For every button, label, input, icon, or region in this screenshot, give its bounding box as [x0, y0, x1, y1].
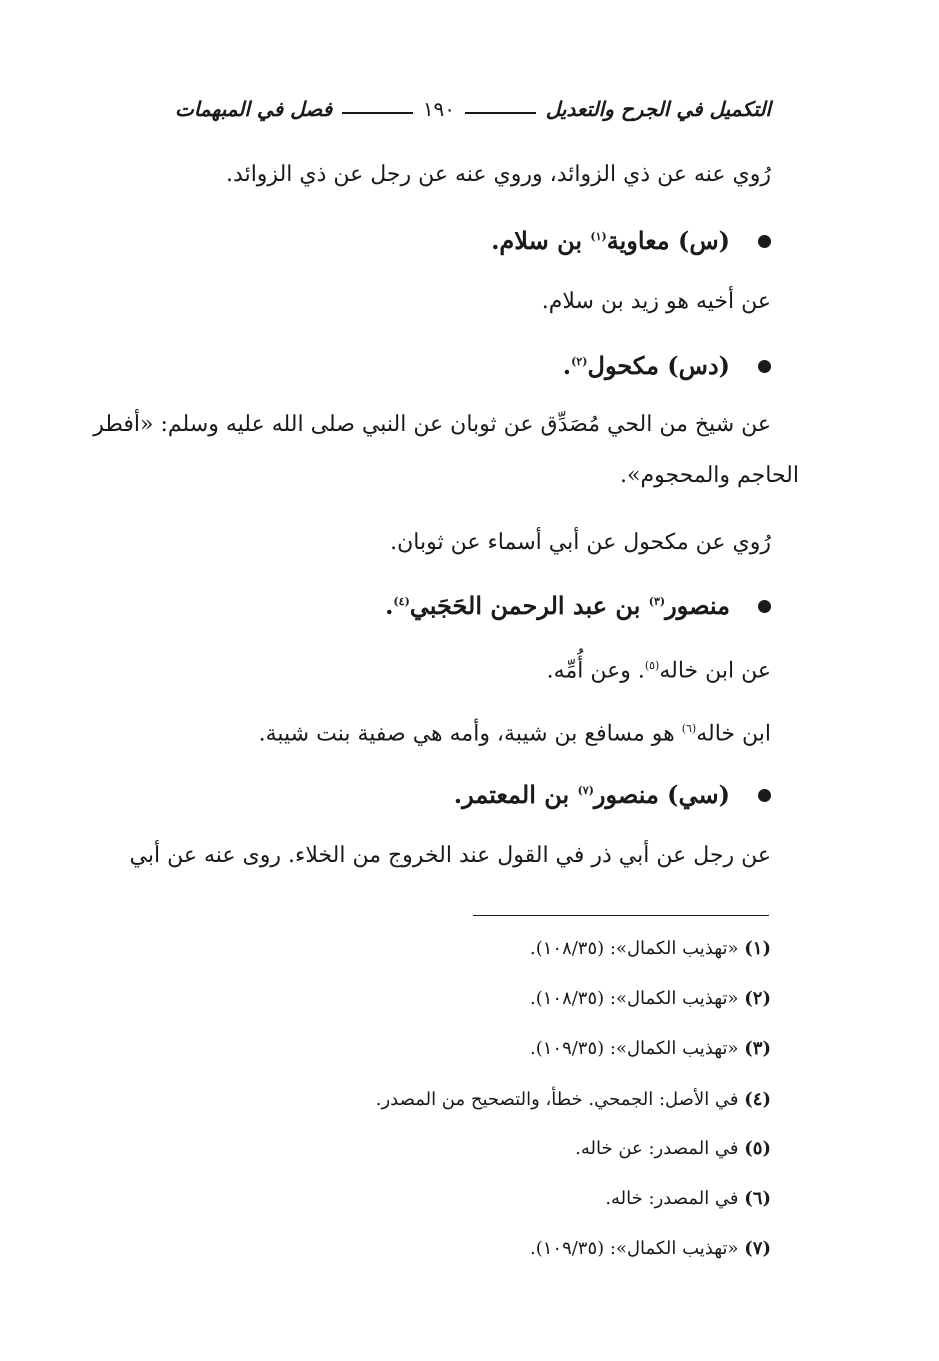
footnote-ref: (٤): [393, 595, 410, 608]
entry-name-text: بن عبد الرحمن الحَجَبي: [409, 591, 649, 620]
paragraph-text: . وعن أُمِّه.: [546, 658, 645, 684]
footnote: [140, 1186, 771, 1212]
footnote-text: في المصدر: خاله.: [605, 1188, 745, 1209]
footnote: [140, 936, 771, 962]
bullet-icon: [758, 789, 771, 802]
footnote-ref: (٦): [681, 722, 697, 735]
header-rule: [342, 112, 413, 114]
footnote-divider: [473, 915, 769, 916]
paragraph: رُوي عن مكحول عن أبي أسماء عن ثوبان.: [390, 530, 771, 555]
footnote-text: «تهذيب الكمال»: (١٠٨/٣٥).: [529, 938, 745, 959]
footnote-ref: (٧): [577, 784, 594, 797]
paragraph: الحاجم والمحجوم».: [620, 463, 799, 488]
footnote-number: (٣): [744, 1038, 771, 1059]
entry-name-text: بن المعتمر.: [453, 780, 578, 809]
footnote-ref: (٥): [644, 659, 660, 672]
footnote-ref: (٢): [571, 355, 588, 368]
bullet-icon: [758, 360, 771, 373]
entry-heading: [140, 776, 771, 812]
footnote-ref: (٣): [648, 595, 666, 608]
entry-name: [385, 591, 730, 620]
paragraph: عن أخيه هو زيد بن سلام.: [541, 289, 771, 314]
paragraph: [140, 651, 771, 686]
footnote: [140, 1236, 771, 1262]
footnote-text: في المصدر: عن خاله.: [575, 1138, 745, 1159]
footnote-number: (٤): [744, 1089, 771, 1110]
footnote-ref: (١): [590, 230, 607, 243]
footnote-number: (٢): [744, 988, 771, 1009]
entry-name: [454, 780, 730, 809]
paragraph-text: ابن خاله: [696, 721, 771, 747]
footnote: [140, 986, 771, 1012]
entry-name: [491, 226, 730, 255]
footnote-number: (١): [744, 938, 771, 959]
running-header: [175, 92, 771, 126]
footnote-number: (٧): [744, 1238, 771, 1259]
book-title: التكميل في الجرح والتعديل: [545, 97, 771, 121]
footnote: [140, 1036, 771, 1062]
entry-heading: [140, 347, 771, 383]
entry-heading: [140, 587, 771, 623]
section-title: فصل في المبهمات: [175, 97, 333, 121]
entry-name: [563, 351, 730, 380]
header-rule: [465, 112, 536, 114]
entry-name-text: .: [562, 351, 572, 380]
bullet-icon: [758, 235, 771, 248]
footnote-text: «تهذيب الكمال»: (١٠٩/٣٥).: [529, 1238, 745, 1259]
paragraph: [140, 714, 771, 749]
paragraph: عن رجل عن أبي ذر في القول عند الخروج من الخلاء. روى عنه عن أبي: [129, 843, 771, 868]
entry-name-text: بن سلام.: [491, 226, 591, 255]
entry-heading: [140, 222, 771, 258]
paragraph: عن شيخ من الحي مُصَدِّق عن ثوبان عن النبي صلى الله عليه وسلم: «أفطر: [93, 412, 771, 437]
page-number: ١٩٠: [422, 97, 456, 121]
paragraph: رُوي عنه عن ذي الزوائد، وروي عنه عن رجل عن ذي الزوائد.: [226, 162, 771, 187]
bullet-icon: [758, 600, 771, 613]
footnote: [140, 1136, 771, 1162]
entry-name-text: (سي) منصور: [593, 780, 730, 809]
entry-name-text: (س) معاوية: [606, 226, 730, 255]
footnote: [140, 1087, 771, 1113]
entry-name-text: منصور: [665, 591, 730, 620]
paragraph-text: عن ابن خاله: [659, 658, 771, 684]
footnote-text: «تهذيب الكمال»: (١٠٨/٣٥).: [529, 988, 745, 1009]
entry-name-text: .: [385, 591, 394, 620]
footnote-text: في الأصل: الجمحي. خطأ، والتصحيح من المصدر.: [375, 1089, 745, 1110]
footnote-number: (٦): [744, 1188, 771, 1209]
footnote-number: (٥): [744, 1138, 771, 1159]
entry-name-text: (دس) مكحول: [587, 351, 730, 380]
footnote-text: «تهذيب الكمال»: (١٠٩/٣٥).: [529, 1038, 745, 1059]
paragraph-text: هو مسافع بن شيبة، وأمه هي صفية بنت شيبة.: [258, 721, 682, 747]
